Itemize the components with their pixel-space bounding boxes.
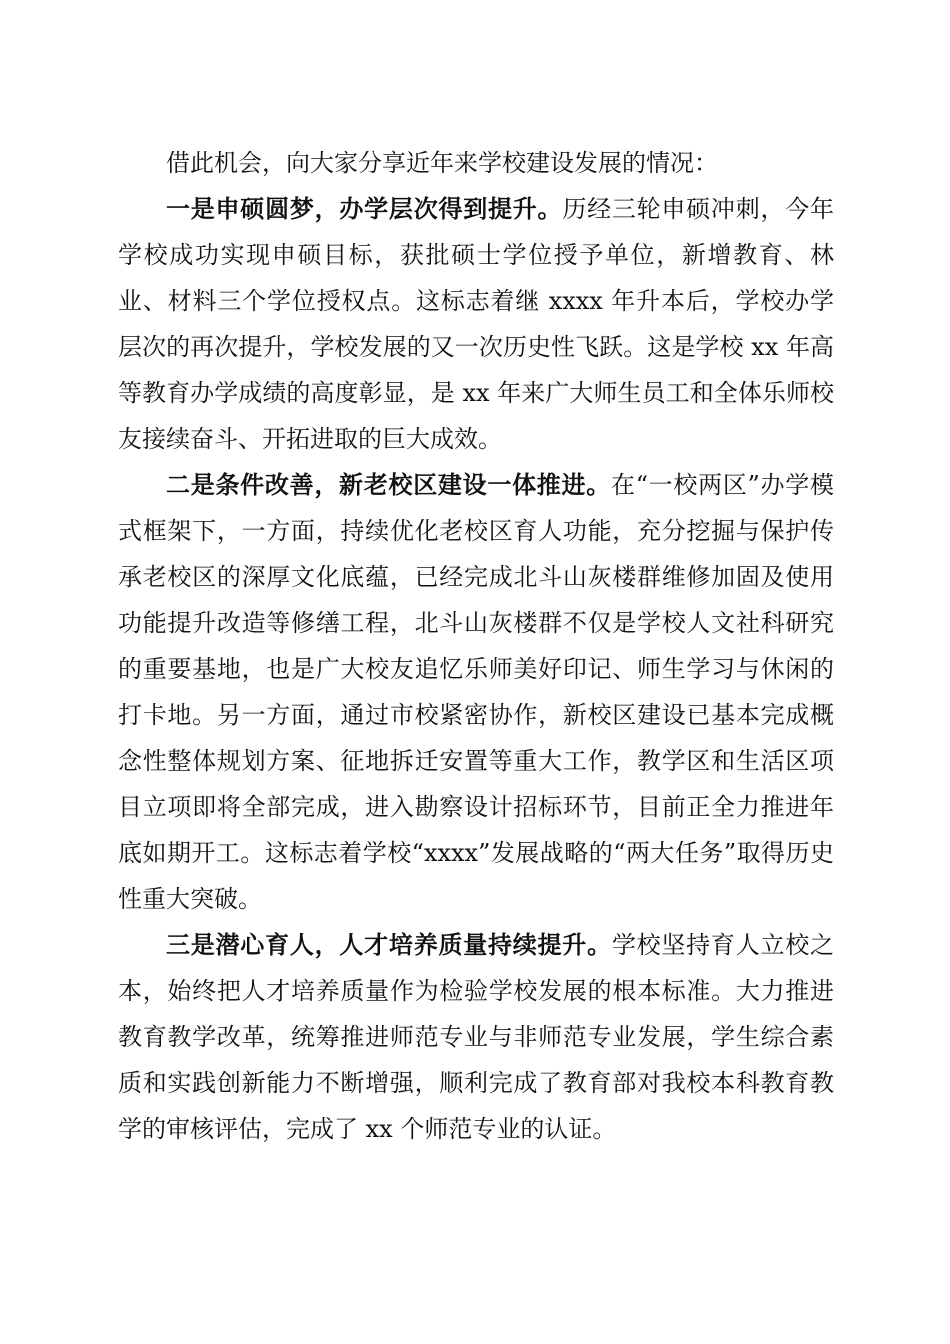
section-paragraph-2 [118, 462, 834, 922]
section-paragraph-3 [118, 922, 834, 1152]
section-2-body: 在“一校两区”办学模式框架下，一方面，持续优化老校区育人功能，充分挖掘与保护传承老校区的深厚文化底蕴，已经完成北斗山灰楼群维修加固及使用功能提升改造等修缮工程，北斗山灰楼群不仅是学校人文社科研究的重要基地，也是广大校友追忆乐师美好印记、师生学习与休闲的打卡地。另一方面，通过市校紧密协作，新校区建设已基本完成概念性整体规划方案、征地拆迁安置等重大工作，教学区和生活区项目立项即将全部完成，进入勘察设计招标环节，目前正全力推进年底如期开工。这标志着学校“xxxx”发展战略的“两大任务”取得历史性重大突破。 [118, 471, 834, 913]
section-paragraph-1 [118, 186, 834, 462]
section-1-body: 历经三轮申硕冲刺，今年学校成功实现申硕目标，获批硕士学位授予单位，新增教育、林业、材料三个学位授权点。这标志着继 xxxx 年升本后，学校办学层次的再次提升，学校发展的又一次历史性飞跃。这是学校 xx 年高等教育办学成绩的高度彰显，是 xx 年来广大师生员工和全体乐师校友接续奋斗、开拓进取的巨大成效。 [118, 195, 835, 453]
intro-paragraph: 借此机会，向大家分享近年来学校建设发展的情况： [166, 149, 718, 177]
section-2-lead: 二是条件改善，新老校区建设一体推进。 [166, 470, 611, 499]
document-body [118, 140, 834, 1152]
section-3-body: 学校坚持育人立校之本，始终把人才培养质量作为检验学校发展的根本标准。大力推进教育教学改革，统筹推进师范专业与非师范专业发展，学生综合素质和实践创新能力不断增强，顺利完成了教育部对我校本科教育教学的审核评估，完成了 xx 个师范专业的认证。 [118, 931, 835, 1143]
section-1-lead: 一是申硕圆梦，办学层次得到提升。 [166, 194, 563, 223]
section-3-lead: 三是潜心育人，人才培养质量持续提升。 [166, 930, 612, 959]
